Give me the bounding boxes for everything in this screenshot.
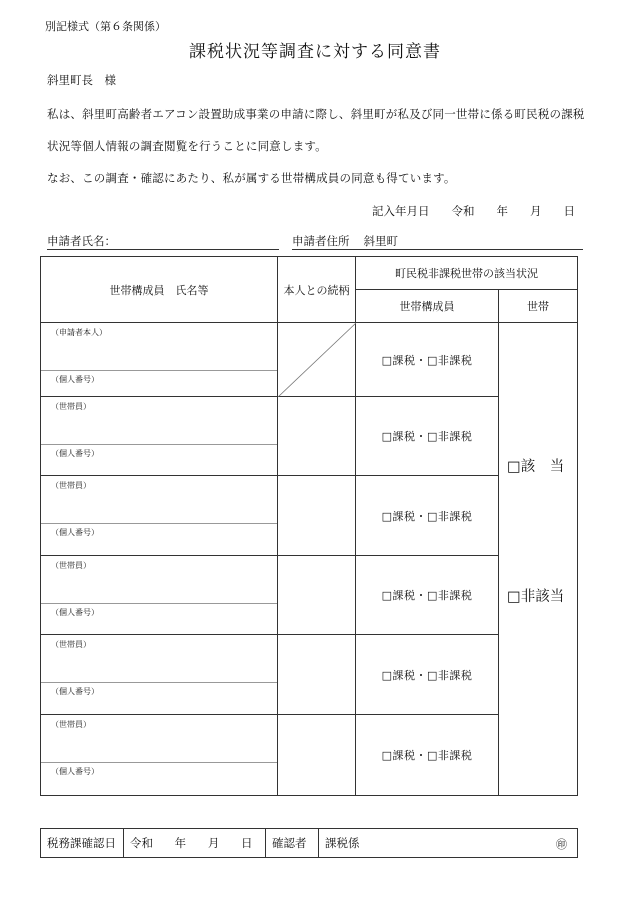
applicant-address-value: 斜里町 <box>363 234 398 248</box>
seal-mark: ㊞ <box>556 838 567 851</box>
relation-cell[interactable] <box>278 476 356 556</box>
tax-status-cell[interactable]: □課税・□非課税 <box>356 635 499 715</box>
member-id-label: （個人番号） <box>51 767 99 776</box>
relation-cell-applicant-crossed <box>278 323 356 397</box>
relation-cell[interactable] <box>278 397 356 476</box>
relation-cell[interactable] <box>278 715 356 796</box>
confirmation-date-label: 税務課確認日 <box>41 829 124 858</box>
member-id-label: （個人番号） <box>51 608 99 617</box>
member-id-label: （個人番号） <box>51 375 99 384</box>
member-cell-household[interactable] <box>41 476 278 556</box>
relation-cell[interactable] <box>278 635 356 715</box>
household-not-applicable-option[interactable]: □非該当 <box>507 589 565 605</box>
consent-paragraph-1: 私は、斜里町高齢者エアコン設置助成事業の申請に際し、斜里町が私及び同一世帯に係る町民税の課税 <box>47 107 585 121</box>
addressee: 斜里町長 様 <box>47 73 116 87</box>
relation-cell[interactable] <box>278 556 356 635</box>
confirmation-year: 年 <box>174 836 187 850</box>
member-id-label: （個人番号） <box>51 528 99 537</box>
consent-paragraph-3: なお、この調査・確認にあたり、私が属する世帯構成員の同意も得ています。 <box>47 171 456 185</box>
entry-date-line <box>372 203 575 219</box>
member-role-label: （申請者本人） <box>51 328 107 337</box>
applicant-name-label: 申請者氏名： <box>47 234 116 248</box>
confirmation-month: 月 <box>207 836 220 850</box>
entry-date-month: 月 <box>530 204 542 218</box>
confirmation-era: 令和 <box>130 836 153 850</box>
member-cell-household[interactable] <box>41 715 278 796</box>
member-role-label: （世帯員） <box>51 481 91 490</box>
tax-office-confirmation-box <box>40 828 578 858</box>
confirmer-section: 課税係 <box>325 836 360 850</box>
confirmation-date-field[interactable] <box>124 829 266 858</box>
household-consent-table <box>40 256 578 796</box>
household-applicable-option[interactable]: □該 当 <box>507 459 565 475</box>
member-id-label: （個人番号） <box>51 449 99 458</box>
member-id-label: （個人番号） <box>51 687 99 696</box>
tax-status-cell[interactable]: □課税・□非課税 <box>356 397 499 476</box>
entry-date-year: 年 <box>496 204 508 218</box>
household-status-cell[interactable] <box>499 323 578 796</box>
member-cell-applicant[interactable] <box>41 323 278 397</box>
applicant-address-field[interactable] <box>292 233 583 250</box>
member-role-label: （世帯員） <box>51 720 91 729</box>
member-cell-household[interactable] <box>41 397 278 476</box>
diagonal-strike-line <box>278 323 356 397</box>
tax-status-cell[interactable]: □課税・□非課税 <box>356 556 499 635</box>
page-title: 課税状況等調査に対する同意書 <box>189 42 441 62</box>
header-relation: 本人との続柄 <box>278 257 356 323</box>
entry-date-label: 記入年月日 <box>372 204 430 218</box>
entry-date-era: 令和 <box>451 204 475 218</box>
member-cell-household[interactable] <box>41 556 278 635</box>
tax-status-cell[interactable]: □課税・□非課税 <box>356 323 499 397</box>
header-members: 世帯構成員 氏名等 <box>41 257 278 323</box>
confirmer-label: 確認者 <box>266 829 319 858</box>
confirmation-day: 日 <box>240 836 253 850</box>
header-status-household: 世帯 <box>499 290 578 323</box>
header-status-group: 町民税非課税世帯の該当状況 <box>356 257 578 290</box>
form-label: 別記様式（第６条関係） <box>45 20 166 33</box>
consent-paragraph-2: 状況等個人情報の調査閲覧を行うことに同意します。 <box>47 139 327 153</box>
tax-status-cell[interactable]: □課税・□非課税 <box>356 715 499 796</box>
tax-status-cell[interactable]: □課税・□非課税 <box>356 476 499 556</box>
member-role-label: （世帯員） <box>51 561 91 570</box>
applicant-name-field[interactable] <box>47 233 279 250</box>
applicant-address-label: 申請者住所 <box>292 234 350 248</box>
member-role-label: （世帯員） <box>51 640 91 649</box>
confirmer-field[interactable] <box>319 829 578 858</box>
member-role-label: （世帯員） <box>51 402 91 411</box>
member-cell-household[interactable] <box>41 635 278 715</box>
entry-date-day: 日 <box>563 204 575 218</box>
header-status-member: 世帯構成員 <box>356 290 499 323</box>
